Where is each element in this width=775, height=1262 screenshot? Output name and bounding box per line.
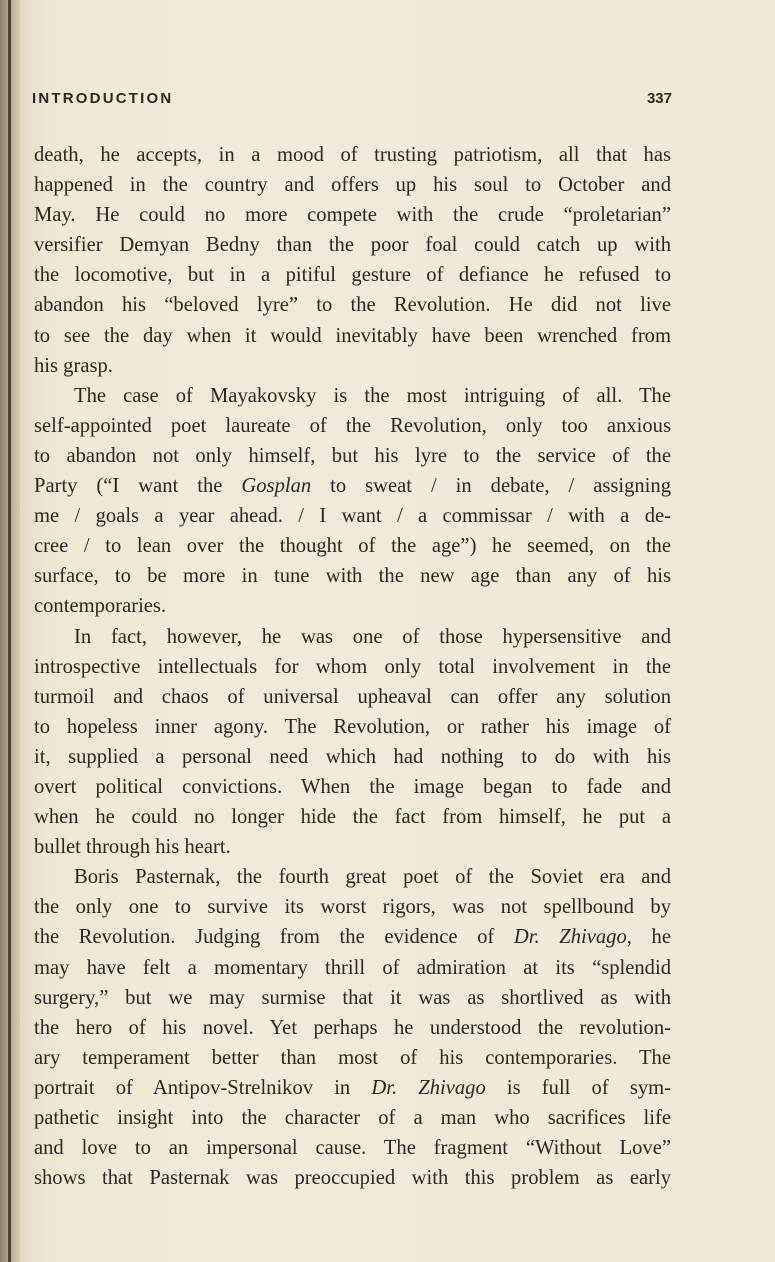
text-line: when he could no longer hide the fact from himself, he put a — [34, 806, 671, 829]
text-line: The case of Mayakovsky is the most intriguing of all. The — [74, 384, 671, 407]
text-line: the locomotive, but in a pitiful gesture of defiance he refused to — [34, 264, 671, 287]
page-number: 337 — [646, 90, 672, 107]
text-line: me / goals a year ahead. / I want / a commissar / with a de- — [34, 505, 671, 528]
text-line: death, he accepts, in a mood of trusting patriotism, all that has — [34, 144, 671, 166]
text-line: his grasp. — [34, 354, 113, 377]
text-line: pathetic insight into the character of a man who sacrifices life — [34, 1107, 671, 1129]
text-line: In fact, however, he was one of those hypersensitive and — [74, 625, 671, 648]
text-line: self-appointed poet laureate of the Revolution, only too anxious — [34, 414, 671, 437]
text-line: ary temperament better than most of his contemporaries. The — [34, 1046, 671, 1069]
text-line: bullet through his heart. — [34, 836, 231, 859]
text-line: may have felt a momentary thrill of admiration at its “splendid — [34, 956, 671, 979]
text-line: the hero of his novel. Yet perhaps he understood the revolution- — [34, 1016, 671, 1039]
text-line: surface, to be more in tune with the new age than any of his — [34, 565, 671, 588]
text-line: the only one to survive its worst rigors, was not spellbound by — [34, 896, 671, 919]
text-line: shows that Pasternak was preoccupied with this problem as early — [34, 1167, 671, 1190]
text-line: contemporaries. — [34, 595, 167, 618]
running-head: INTRODUCTION — [32, 90, 174, 107]
page-header — [32, 90, 672, 112]
text-line: abandon his “beloved lyre” to the Revolution. He did not live — [34, 294, 671, 317]
text-line: happened in the country and offers up his soul to October and — [34, 174, 671, 197]
text-line: to see the day when it would inevitably have been wrenched from — [34, 324, 671, 347]
text-line: Boris Pasternak, the fourth great poet of the Soviet era and — [74, 866, 671, 889]
text-line: surgery,” but we may surmise that it was as shortlived as with — [34, 986, 671, 1009]
text-line: to hopeless inner agony. The Revolution, or rather his image of — [34, 715, 671, 738]
text-line: turmoil and chaos of universal upheaval can offer any solution — [34, 685, 671, 708]
text-line: it, supplied a personal need which had nothing to do with his — [34, 745, 671, 768]
book-binding-edge — [8, 0, 11, 1262]
body-text — [34, 140, 671, 1193]
text-line: May. He could no more compete with the crude “proletarian” — [34, 204, 671, 227]
text-line: Party (“I want the Gosplan to sweat / in debate, / assigning — [34, 475, 671, 498]
text-line: portrait of Antipov-Strelnikov in Dr. Zhivago is full of sym- — [34, 1076, 672, 1099]
text-line: introspective intellectuals for whom only total involvement in the — [34, 655, 671, 678]
text-line: versifier Demyan Bedny than the poor foal could catch up with — [34, 234, 671, 257]
text-line: the Revolution. Judging from the evidence of Dr. Zhivago, he — [34, 926, 671, 949]
text-line: cree / to lean over the thought of the age”) he seemed, on the — [34, 535, 671, 558]
text-line: to abandon not only himself, but his lyre to the service of the — [34, 444, 671, 467]
text-line: overt political convictions. When the image began to fade and — [34, 775, 671, 798]
text-line: and love to an impersonal cause. The fragment “Without Love” — [34, 1137, 671, 1160]
